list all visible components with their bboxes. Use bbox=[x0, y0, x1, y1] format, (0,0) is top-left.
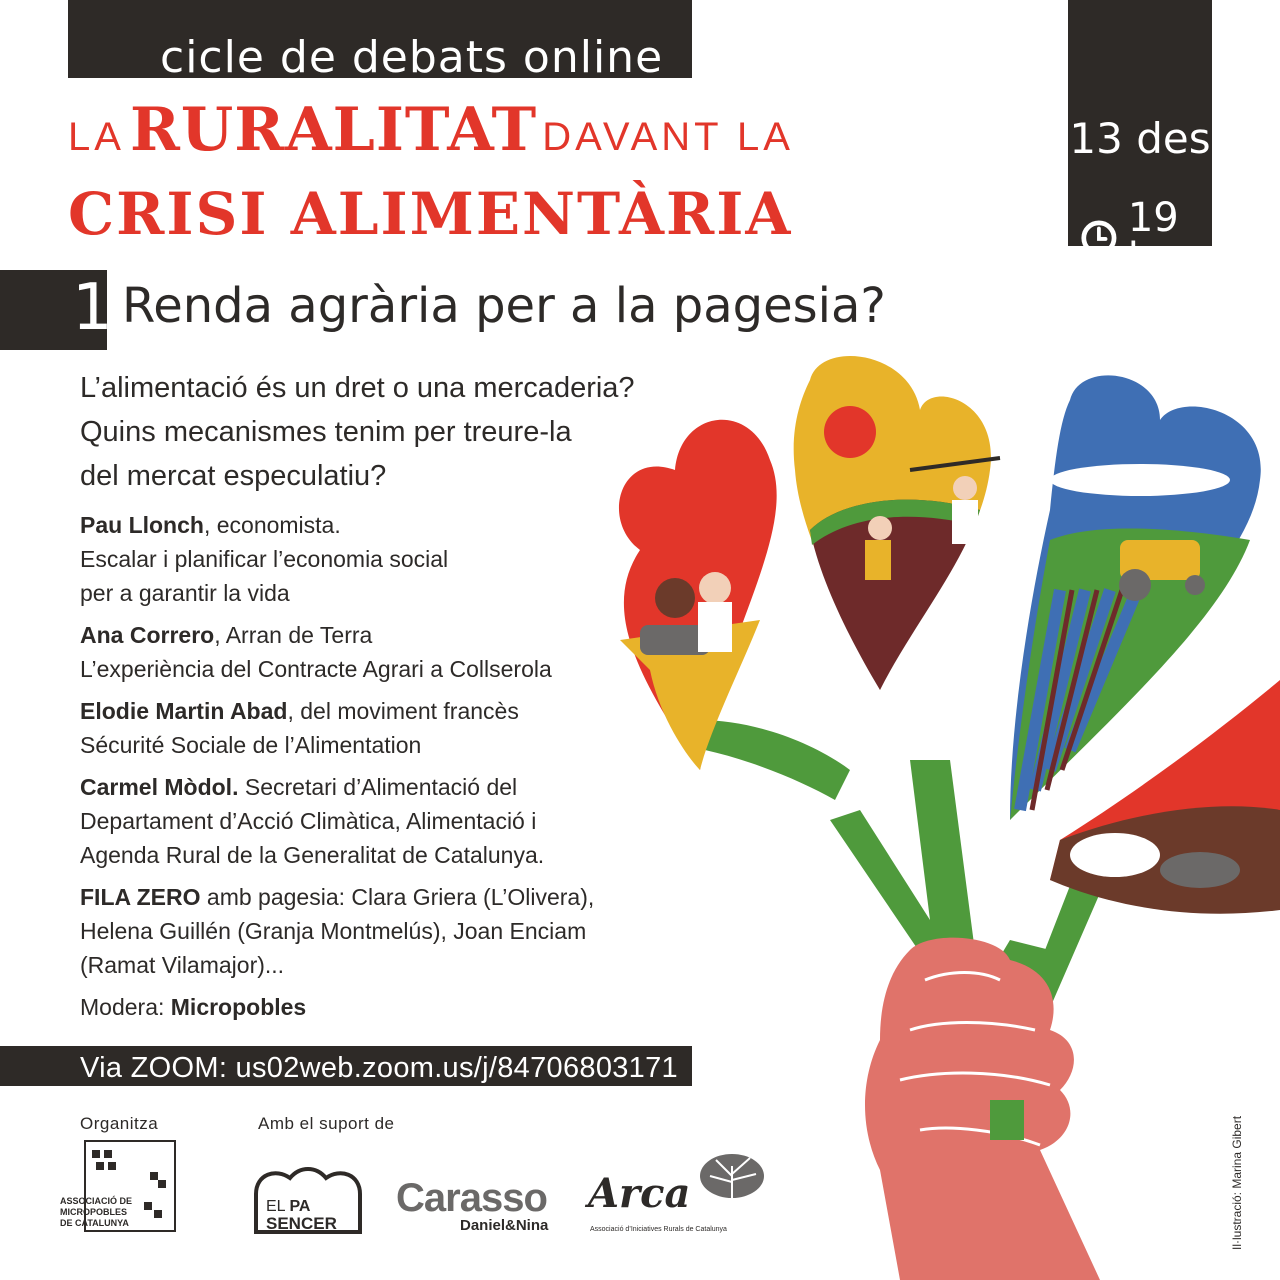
pa-el: EL bbox=[266, 1198, 285, 1215]
event-time-row bbox=[1080, 195, 1212, 281]
speaker-entry bbox=[80, 770, 680, 872]
hand bbox=[865, 938, 1100, 1280]
clock-icon bbox=[1080, 218, 1118, 258]
speaker-name: Ana Correro bbox=[80, 622, 215, 648]
title-prefix: LA bbox=[68, 115, 125, 159]
arca-sub: Associació d’Iniciatives Rurals de Catalunya bbox=[590, 1226, 727, 1233]
date-box bbox=[1068, 0, 1212, 281]
speaker-role: amb pagesia: Clara Griera (L’Olivera), bbox=[200, 884, 595, 910]
suport-label: Amb el suport de bbox=[258, 1114, 395, 1133]
debate-questions bbox=[80, 366, 760, 498]
organitza-label: Organitza bbox=[80, 1114, 159, 1133]
speaker-name: FILA ZERO bbox=[80, 884, 201, 910]
micropobles-line: DE CATALUNYA bbox=[60, 1218, 129, 1228]
question-line: Quins mecanismes tenim per treure-la bbox=[80, 416, 572, 448]
carasso-sub: Daniel&Nina bbox=[460, 1217, 549, 1234]
speaker-topic: Sécurité Sociale de l’Alimentation bbox=[80, 732, 422, 758]
leaf-left bbox=[700, 720, 850, 800]
event-title-line1 bbox=[68, 95, 794, 165]
moderator-entry bbox=[80, 990, 680, 1024]
moderator-name: Micropobles bbox=[170, 994, 307, 1020]
title-bold: RURALITAT bbox=[130, 95, 538, 165]
speakers-list bbox=[80, 508, 680, 1032]
pa-line1 bbox=[266, 1199, 310, 1215]
title-suffix: DAVANT LA bbox=[542, 115, 794, 159]
pa-pa: PA bbox=[289, 1198, 311, 1215]
question-line: L’alimentació és un dret o una mercaderia? bbox=[80, 372, 635, 404]
speaker-entry bbox=[80, 880, 680, 982]
moderator-label: Modera: bbox=[80, 994, 171, 1020]
speaker-topic: L’experiència del Contracte Agrari a Collserola bbox=[80, 656, 552, 682]
carasso-logo: Carasso bbox=[396, 1176, 547, 1220]
pa-sencer: SENCER bbox=[266, 1214, 337, 1233]
arca-logo: Arca bbox=[588, 1170, 691, 1217]
speaker-role: Agenda Rural de la Generalitat de Catalunya. bbox=[80, 842, 545, 868]
section-title: Renda agrària per a la pagesia? bbox=[122, 278, 886, 334]
speaker-entry bbox=[80, 618, 680, 686]
speaker-role: Departament d’Acció Climàtica, Alimentació i bbox=[80, 808, 537, 834]
speaker-role: (Ramat Vilamajor)... bbox=[80, 952, 285, 978]
micropobles-name bbox=[60, 1196, 170, 1229]
speaker-role: Helena Guillén (Granja Montmelús), Joan Enciam bbox=[80, 918, 587, 944]
speaker-topic: per a garantir la vida bbox=[80, 580, 290, 606]
micropobles-line: ASSOCIACIÓ DE bbox=[60, 1196, 133, 1206]
section-number: 1 bbox=[72, 271, 113, 345]
event-date: 13 des bbox=[1069, 114, 1211, 163]
speaker-name: Pau Llonch bbox=[80, 512, 204, 538]
speaker-role: Secretari d’Alimentació del bbox=[238, 774, 518, 800]
speaker-entry bbox=[80, 694, 680, 762]
speaker-role: , economista. bbox=[203, 512, 341, 538]
event-title-line2: CRISI ALIMENTÀRIA bbox=[68, 180, 793, 248]
speaker-role: , Arran de Terra bbox=[214, 622, 373, 648]
tree-icon bbox=[694, 1146, 764, 1200]
illustration-credit: Il·lustració: Marina Gibert bbox=[1230, 1115, 1244, 1250]
speaker-topic: Escalar i planificar l’economia social bbox=[80, 546, 449, 572]
speaker-entry bbox=[80, 508, 680, 610]
question-line: del mercat especulatiu? bbox=[80, 460, 387, 492]
zoom-link[interactable]: Via ZOOM: us02web.zoom.us/j/84706803171 bbox=[80, 1052, 678, 1084]
speaker-name: Carmel Mòdol. bbox=[80, 774, 239, 800]
event-time: 19 h bbox=[1127, 195, 1179, 281]
event-subtitle: cicle de debats online bbox=[160, 32, 664, 83]
micropobles-line: MICROPOBLES bbox=[60, 1207, 128, 1217]
speaker-name: Elodie Martin Abad bbox=[80, 698, 288, 724]
speaker-role: , del moviment francès bbox=[287, 698, 519, 724]
